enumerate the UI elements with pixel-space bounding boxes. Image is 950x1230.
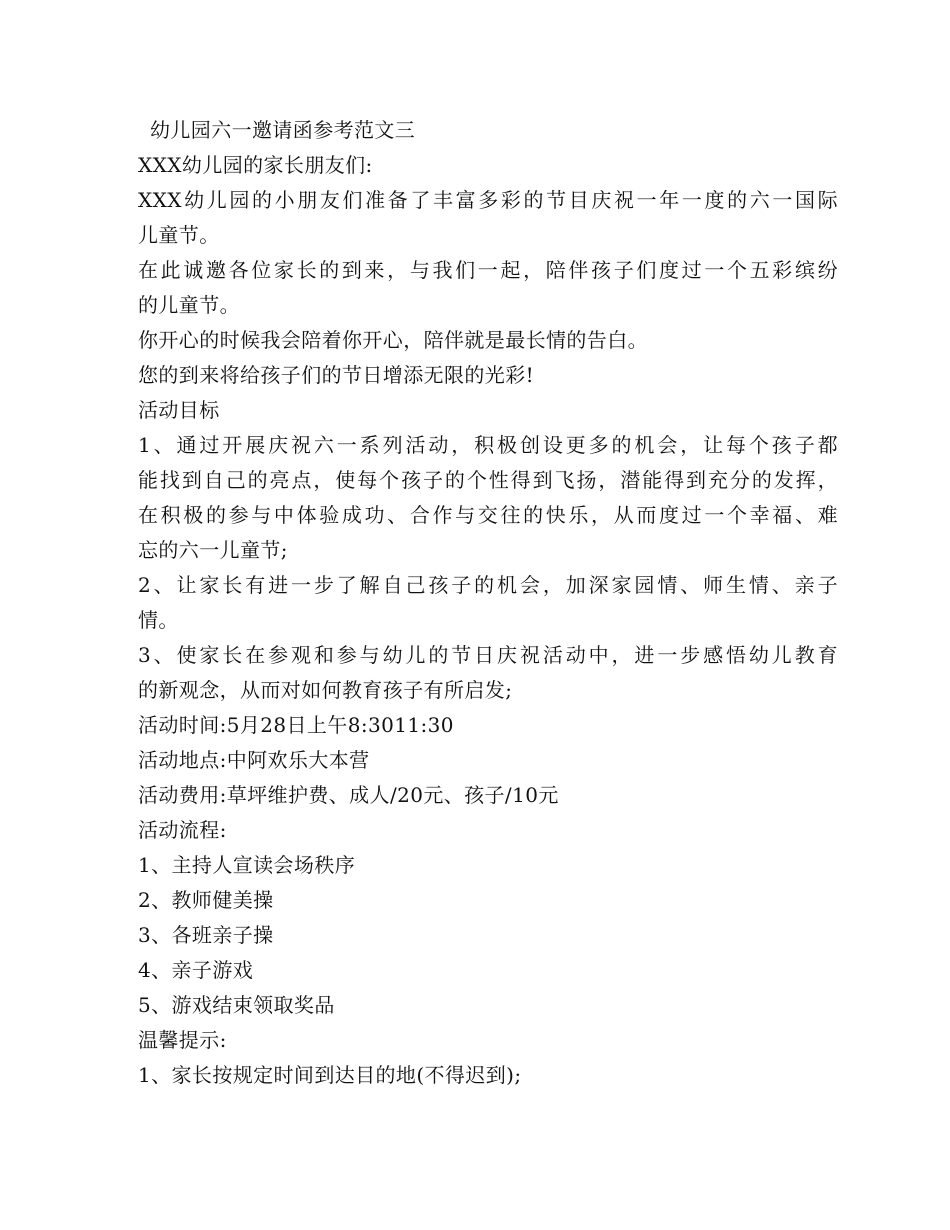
tip-item: 1、家长按规定时间到达目的地(不得迟到);	[138, 1063, 522, 1087]
process-item: 3、各班亲子操	[138, 923, 274, 947]
process-item: 1、主持人宣读会场秩序	[138, 853, 356, 877]
process-heading: 活动流程:	[138, 818, 227, 842]
process-item: 5、游戏结束领取奖品	[138, 993, 335, 1017]
greeting-line: XXX幼儿园的家长朋友们:	[138, 153, 373, 177]
goal-2-line-2: 情。	[138, 608, 179, 632]
goals-heading: 活动目标	[138, 398, 220, 422]
goal-1-line-1: 1、通过开展庆祝六一系列活动，积极创设更多的机会，让每个孩子都	[138, 433, 838, 457]
process-item: 2、教师健美操	[138, 888, 274, 912]
document-title: 幼儿园六一邀请函参考范文三	[150, 118, 416, 142]
goal-1-line-2: 能找到自己的亮点，使每个孩子的个性得到飞扬，潜能得到充分的发挥，	[138, 468, 838, 492]
goal-3-line-1: 3、使家长在参观和参与幼儿的节日庆祝活动中，进一步感悟幼儿教育	[138, 643, 838, 667]
intro-paragraph-4: 您的到来将给孩子们的节日增添无限的光彩!	[138, 363, 535, 387]
goal-1-line-4: 忘的六一儿童节;	[138, 538, 288, 562]
event-location: 活动地点:中阿欢乐大本营	[138, 748, 370, 772]
event-time: 活动时间:5月28日上午8:3011:30	[138, 713, 454, 737]
goal-1-line-3: 在积极的参与中体验成功、合作与交往的快乐，从而度过一个幸福、难	[138, 503, 838, 527]
intro-paragraph-3: 你开心的时候我会陪着你开心，陪伴就是最长情的告白。	[138, 328, 648, 352]
event-fee: 活动费用:草坪维护费、成人/20元、孩子/10元	[138, 783, 559, 807]
intro-paragraph-2-line-1: 在此诚邀各位家长的到来，与我们一起，陪伴孩子们度过一个五彩缤纷	[138, 258, 838, 282]
goal-3-line-2: 的新观念，从而对如何教育孩子有所启发;	[138, 678, 513, 702]
intro-paragraph-2-line-2: 的儿童节。	[138, 293, 240, 317]
tips-heading: 温馨提示:	[138, 1028, 227, 1052]
intro-paragraph-1-line-1: XXX幼儿园的小朋友们准备了丰富多彩的节目庆祝一年一度的六一国际	[138, 188, 838, 212]
intro-paragraph-1-line-2: 儿童节。	[138, 223, 220, 247]
goal-2-line-1: 2、让家长有进一步了解自己孩子的机会，加深家园情、师生情、亲子	[138, 573, 838, 597]
document-body	[138, 113, 838, 1093]
process-item: 4、亲子游戏	[138, 958, 254, 982]
